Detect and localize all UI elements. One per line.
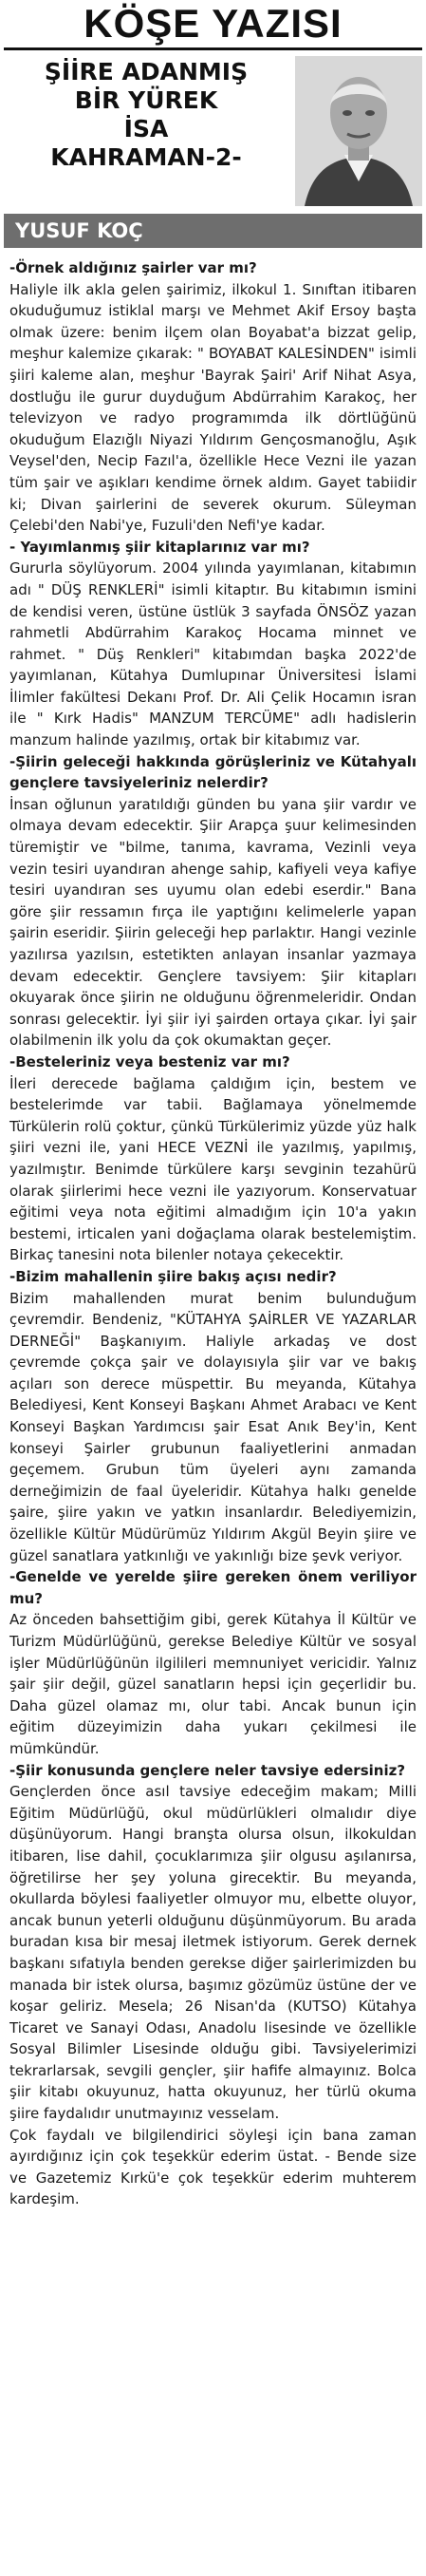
author-byline: YUSUF KOÇ (4, 214, 422, 248)
interview-question: - Yayımlanmış şiir kitaplarınız var mı? (9, 538, 310, 556)
headline-line: KAHRAMAN-2- (50, 143, 242, 171)
interview-answer: İleri derecede bağlama çaldığım için, bestem ve bestelerimde var tabii. Bağlamaya yönelmemde Türkülerin rolü çoktur, çünkü Türkülerimiz yüzde yüz halk şiiri vezni ile, yani HECE VEZNİ ile yazılmış, yapılmış, yazılmıştır. Benimde türkülere karşı sevginin tezahürü olarak şiirlerimi hece vezni ile yazıyorum. Konservatuar eğitimi veya nota eğitimi almadığım için 10'a yakın bestemi, irticalen yani doğaçlama olarak bestelemiştim. Birkaç tanesini nota bilenler notaya çekecektir. (9, 1074, 417, 1264)
interview-answer: Çok faydalı ve bilgilendirici söyleşi için bana zaman ayırdığınız için çok teşekkür ederim üstat. - Bende size ve Gazetemiz Kırkü'e çok teşekkür ederim muhterem kardeşim. (9, 2126, 417, 2208)
interview-answer: Az önceden bahsettiğim gibi, gerek Kütahya İl Kültür ve Turizm Müdürlüğünü, gerekse Belediye Kültür ve sosyal işler Müdürlüğünün ilgilileri memnuniyet vericidir. Yalnız şair şiir değil, güzel sanatların hepsi için geçerlidir bu. Daha güzel olamaz mı, olur tabi. Ancak bunun için eğitim düzeyimizin daha yukarı çekilmesi ile mümkündür. (9, 1611, 417, 1757)
article-body (4, 257, 422, 2210)
interview-question: -Besteleriniz veya besteniz var mı? (9, 1052, 290, 1070)
column-kicker: KÖŞE YAZISI (4, 0, 422, 50)
interview-answer: İnsan oğlunun yaratıldığı günden bu yana şiir vardır ve olmaya devam edecektir. Şiir Arapça şuur kelimesinden türemiştir ve "bilme, tanıma, kavrama, Vezinli veya vezin tesiri uyandıran ahenge sahip, kafiyeli veya kafiye tesiri uyandıran ses uyumu olan edebi eserdir." Bana göre şiir ressamın fırça ile yaptığını kelimelerle yapan şairin eseridir. Şiirin geleceği hep parlaktır. Hangi vezinle yazılırsa yazılsın, estetikten anlayan insanlar yazmaya devam edecektir. Gençlere tavsiyem: Şiir kitapları okuyarak önce şiirin ne olduğunu öğrenmeleridir. Ondan sonrası gelecektir. İyi şiir iyi şairden ortaya çıkar. İyi şair olabilmenin ilk yolu da çok okumaktan geçer. (9, 795, 417, 1050)
headline (4, 58, 288, 172)
author-photo (295, 56, 422, 206)
portrait-image (295, 56, 422, 206)
headline-line: İSA (123, 115, 169, 142)
column-header (4, 50, 422, 212)
interview-question: -Örnek aldığınız şairler var mı? (9, 259, 257, 276)
interview-question: -Genelde ve yerelde şiire gereken önem veriliyor mu? (9, 1568, 417, 1607)
interview-answer: Gençlerden önce asıl tavsiye edeceğim makam; Milli Eğitim Müdürlüğü, okul müdürlükleri olmalıdır diye düşünüyorum. Hangi branşta olursa olsun, ilkokuldan itibaren, lise dahil, çocuklarımıza şiir olgusu aşılanırsa, öğretilirse her şey yoluna girecektir. Bu meyanda, okullarda böylesi faaliyetler olmuyor mu, elbette oluyor, ancak bunun yeterli olduğunu düşünmüyorum. Bu arada buradan kısa bir mesaj iletmek istiyorum. Gerek dernek başkanı sıfatıyla benden gerekse diğer şairlerimizden bu manada bir istek olursa, başımız gözümüz üstüne der ve koşar geliriz. Mesela; 26 Nisan'da (KUTSO) Kütahya Ticaret ve Sanayi Odası, Anadolu lisesinde ve özellikle Sosyal Bilimler Lisesinde olduğu gibi. Tavsiyelerimizi tekrarlarsak, sevgili gençler, şiir hafife almayınız. Bolca şiir kitabı okuyunuz, hatta okuyunuz, her türlü okuma şiire faydalıdır unutmayınız vesselam. (9, 1783, 417, 2123)
interview-question: -Şiirin geleceği hakkında görüşleriniz ve Kütahyalı gençlere tavsiyeleriniz nelerdir? (9, 752, 417, 792)
interview-question: -Şiir konusunda gençlere neler tavsiye edersiniz? (9, 1761, 406, 1779)
interview-answer: Haliyle ilk akla gelen şairimiz, ilkokul 1. Sınıftan itibaren okuduğumuz istiklal marşı ve Mehmet Akif Ersoy başta olmak üzere: benim ilçem olan Boyabat'a bizzat gelip, meşhur kalemize çıkarak: " BOYABAT KALESİNDEN" isimli şiiri kaleme alan, meşhur 'Bayrak Şairi' Arif Nihat Asya, dostluğu ile gurur duyduğum Abdürrahim Karakoç, her televizyon ve radyo programımda ilk dörtlüğünü okuduğum Elazığlı Niyazi Yıldırım Gençosmanoğlu, Aşık Veysel'den, Necip Fazıl'a, özellikle Hece Vezni ile yazan tüm şair ve aşıkları kendime örnek aldım. Gayet tabiidir ki; Divan şairlerini de severek okurum. Süleyman Çelebi'den Nabi'ye, Fuzuli'den Nefi'ye kadar. (9, 280, 417, 535)
interview-answer: Gururla söylüyorum. 2004 yılında yayımlanan, kitabımın adı " DÜŞ RENKLERİ" isimli kitaptır. Bu kitabımın ismini de kendisi veren, üstüne üstlük 3 sayfada ÖNSÖZ yazan rahmetli Abdürrahim Karakoç Hocama minnet ve rahmet. " Düş Renkleri" kitabımdan başka 2022'de yayımlanan, Kütahya Dumlupınar Üniversitesi İslami İlimler fakültesi Dekanı Prof. Dr. Ali Çelik Hocamın isran ile " Kırk Hadis" MANZUM TERCÜME" adlı hadislerin manzum halinde yazılmış, ortak bir kitabımız var. (9, 559, 417, 749)
interview-question: -Bizim mahallenin şiire bakış açısı nedir? (9, 1267, 337, 1285)
interview-answer: Bizim mahallenden murat benim bulunduğum çevremdir. Bendeniz, "KÜTAHYA ŞAİRLER VE YAZARLAR DERNEĞİ" Başkanıyım. Haliyle arkadaş ve dost çevremde çokça şair ve dolayısıyla şiir var ve bakış açıları son derece müspettir. Bu meyanda, Kütahya Belediyesi, Kent Konseyi Başkanı Ahmet Arabacı ve Kent Konseyi Başkan Yardımcısı şair Esat Anık Bey'in, Kent konseyi Şairler grubunun faaliyetlerini anmadan geçemem. Grubun tüm üyeleri aynı zamanda derneğimizin de faal üyeleridir. Kütahya halkı genelde şaire, şiire yakın ve yatkın insanlardır. Belediyemizin, özellikle Kültür Müdürümüz Yıldırım Akgül Beyin şiire ve güzel sanatlara yatkınlığı ve yakınlığı bize şevk veriyor. (9, 1289, 417, 1564)
headline-line: BİR YÜREK (74, 86, 218, 114)
headline-line: ŞİİRE ADANMIŞ (44, 58, 249, 85)
